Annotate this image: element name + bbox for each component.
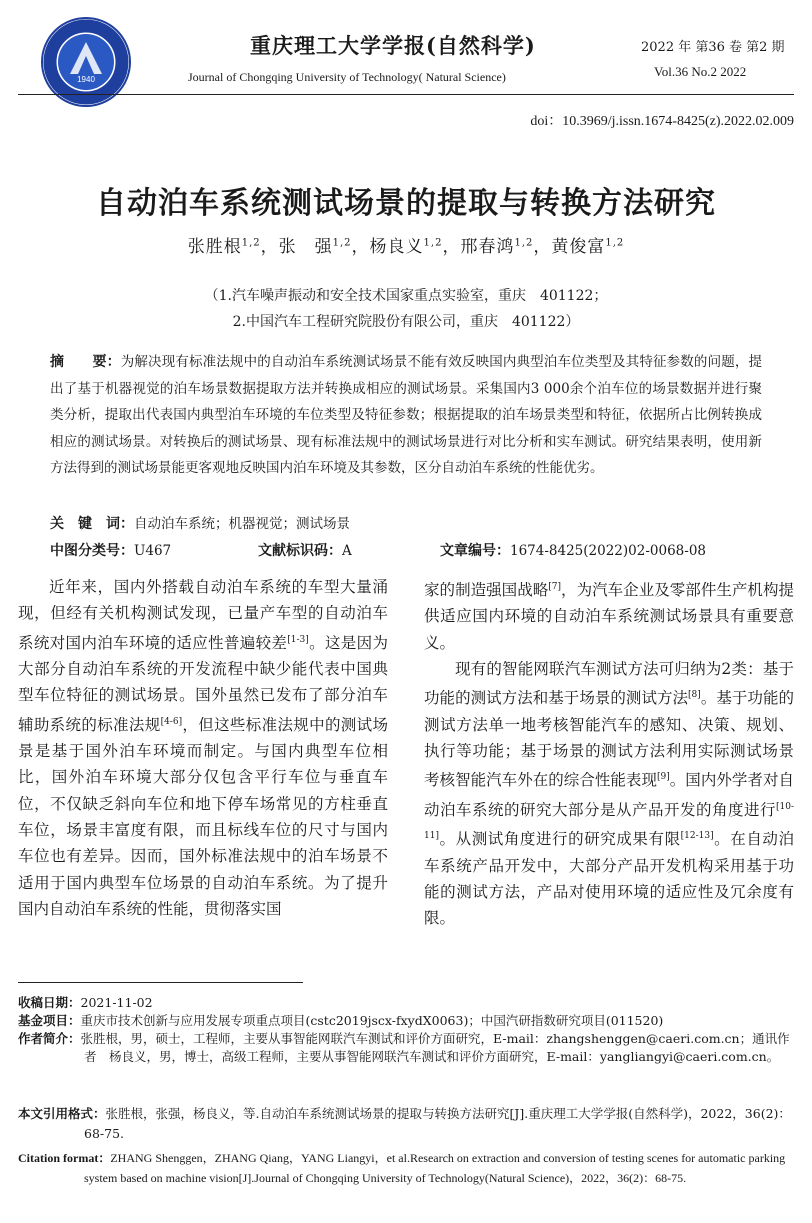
keywords <box>50 512 350 533</box>
author-list: 张胜根$^{1,2}$，张 强$^{1,2}$，杨良义$^{1,2}$，邢春鸿$^{1,2}$，黄俊富$^{1,2}$ <box>187 237 625 257</box>
abstract-text: 为解决现有标准法规中的自动泊车系统测试场景不能有效反映国内典型泊车位类型及其特征参数的问题，提出了基于机器视觉的泊车场景数据提取方法并转换成相应的测试场景。采集国内3 000余个泊车位的场景数据并进行聚类分析，提取出代表国内典型泊车环境的车位类型及特征参数；根据提取的泊车场景类型和特征，依据所占比例转换成相应的测试场景。对转换后的测试场景、现有标准法规中的测试场景进行对比分析和实车测试。研究结果表明，使用新方法得到的测试场景能更客观地反映国内泊车环境及其参数，区分自动泊车系统的性能优劣。 <box>50 354 763 476</box>
paper-title: 自动泊车系统测试场景的提取与转换方法研究 <box>96 186 716 221</box>
reference-mark: [1-3] <box>287 634 309 645</box>
doi: doi：10.3969/j.issn.1674-8425(z).2022.02.009 <box>530 114 794 129</box>
header-rule <box>18 94 794 95</box>
reference-mark: [4-6] <box>160 716 183 727</box>
body-paragraph: 近年来，国内外搭载自动泊车系统的车型大量涌现，但经有关机构测试发现，已量产车型的自动泊车系统对国内泊车环境的适应性普遍较差[1-3]。这是因为大部分自动泊车系统的开发流程中缺少能代表中国典型车位特征的测试场景。国外虽然已发布了部分泊车辅助系统的标准法规[4-6]，但这些标准法规中的测试场景是基于国外泊车环境而制定。与国内典型车位相比，国外泊车环境大部分仅包含平行车位与垂直车位，不仅缺乏斜向车位和地下停车场常见的方柱垂直车位，场景丰富度有限，而且标线车位的尺寸与国内车位也有差异。因而，国外标准法规中的泊车场景不适用于国内典型车位场景的自动泊车系统。为了提升国内自动泊车系统的性能，贯彻落实国 <box>18 578 388 918</box>
author-name: 黄俊富 <box>551 237 606 257</box>
reference-mark: [7] <box>548 582 562 592</box>
author-affiliation-mark: 1,2 <box>423 237 443 249</box>
body-column-right <box>424 574 794 932</box>
journal-title-cn: 重庆理工大学学报(自然科学) <box>250 33 536 58</box>
footnotes <box>18 994 793 1066</box>
received-date: 收稿日期：2021-11-02 <box>18 995 153 1010</box>
article-number: 文章编号：1674-8425(2022)02-0068-08 <box>440 543 707 559</box>
keywords-label: 关 键 词： <box>50 516 134 532</box>
author-affiliation-mark: 1,2 <box>605 237 625 249</box>
footnote-rule <box>18 982 303 983</box>
body-column-left <box>18 574 388 922</box>
abstract <box>50 349 762 482</box>
reference-mark: [10-11] <box>424 801 794 842</box>
body-paragraph: 家的制造强国战略[7]，为汽车企业及零部件生产机构提供适应国内环境的自动泊车系统测试场景具有重要意义。 <box>424 581 794 652</box>
author-name: 杨良义 <box>369 237 424 257</box>
author-bio: 作者简介：张胜根，男，硕士，工程师，主要从事智能网联汽车测试和评价方面研究，E-mail：zhangshenggen@caeri.com.cn；通讯作者 杨良义，男，博士，高级工程师，主要从事智能网联汽车测试和评价方面研究，E-mail：yangliangyi@caeri.com.cn。 <box>18 1031 790 1064</box>
reference-mark: [9] <box>656 772 670 783</box>
author-affiliation-mark: 1,2 <box>332 237 352 249</box>
fund-project: 基金项目：重庆市技术创新与应用发展专项重点项目(cstc2019jscx-fxydX0063)；中国汽研指数研究项目(011520) <box>18 1013 664 1028</box>
reference-mark: [8] <box>688 690 701 701</box>
logo-year: 1940 <box>77 75 95 84</box>
document-code: 文献标识码：A <box>258 543 352 559</box>
body-paragraph: 现有的智能网联汽车测试方法可归纳为2类：基于功能的测试方法和基于场景的测试方法[8]。基于功能的测试方法单一地考核智能汽车的感知、决策、规划、执行等功能；基于场景的测试方法利用实际测试场景考核智能汽车外在的综合性能表现[9]。国内外学者对自动泊车系统的研究大部分是从产品开发的角度进行[10-11]。从测试角度进行的研究成果有限[12-13]。在自动泊车系统产品开发中，大部分产品开发机构采用基于功能的测试方法，产品对使用环境的适应性及冗余度有限。 <box>424 660 794 928</box>
clc-number: 中图分类号：U467 <box>50 543 172 559</box>
journal-title-en: Journal of Chongqing University of Technology( Natural Science) <box>188 70 506 84</box>
abstract-label: 摘 要： <box>50 354 121 370</box>
affiliation-2: 2.中国汽车工程研究院股份有限公司，重庆 401122） <box>232 314 580 330</box>
author-name: 邢春鸿 <box>460 237 515 257</box>
author-name: 张 强 <box>278 237 333 257</box>
author-affiliation-mark: 1,2 <box>514 237 534 249</box>
issue-cn: 2022 年 第36 卷 第2 期 <box>641 40 785 55</box>
citation-cn: 本文引用格式：张胜根，张强，杨良义，等.自动泊车系统测试场景的提取与转换方法研究[J].重庆理工大学学报(自然科学)，2022，36(2)：68-75. <box>18 1106 791 1141</box>
citation-en: Citation format：ZHANG Shenggen，ZHANG Qiang，YANG Liangyi，et al.Research on extraction and conversion of testing scenes for automatic parking system based on machine vision[J].Journal of Chongqing University of Technology(Natural Science)，2022，36(2)：68-75. <box>18 1151 786 1185</box>
issue-en: Vol.36 No.2 2022 <box>654 64 747 79</box>
affiliation-1: （1.汽车噪声振动和安全技术国家重点实验室，重庆 401122； <box>204 288 608 304</box>
author-name: 张胜根 <box>187 237 242 257</box>
reference-mark: [12-13] <box>680 831 714 842</box>
author-affiliation-mark: 1,2 <box>241 237 261 249</box>
keywords-text: 自动泊车系统；机器视觉；测试场景 <box>134 516 350 532</box>
